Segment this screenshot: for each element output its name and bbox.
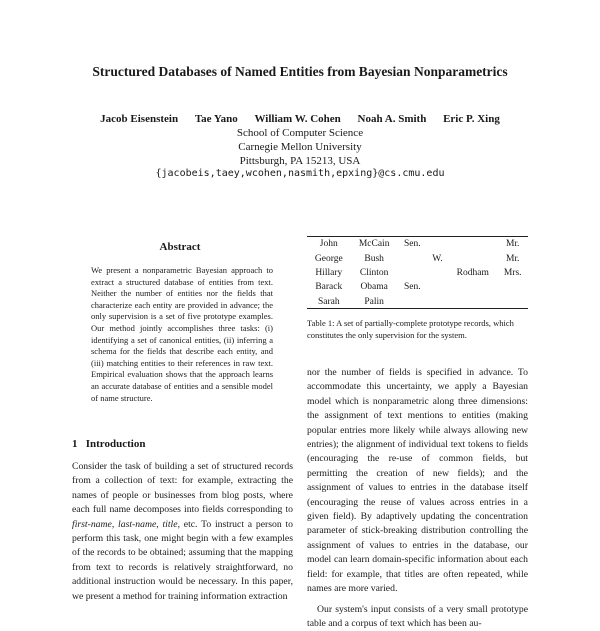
table-cell: George [307,251,351,265]
intro-paragraph [72,460,293,604]
table-cell [448,251,497,265]
table-cell: Mr. [497,237,528,251]
intro-text: , [112,519,118,530]
prototype-table [307,237,528,309]
table-cell: Rodham [448,266,497,280]
author-name: Tae Yano [195,113,238,125]
abstract-body: We present a nonparametric Bayesian approach to extract a structured database of entities from text. Neither the number of entities nor the fields that characterize each entity are provided in advance; the only supervision is a set of five prototype examples. Our method jointly accomplishes three tasks: (i) identifying a set of canonical entities, (ii) inferring a schema for the fields that describe each entity, and (iii) matching entities to their references in raw text. Empirical evaluation shows that the approach learns an accurate database of entities and a sensible model of name structure. [91,265,273,404]
intro-text: Consider the task of building a set of structured records from a collection of text: for example, extracting the names of people or businesses from blog posts, where each full name decomposes into fields corresponding to [72,461,293,515]
table-cell: Barack [307,280,351,294]
table-bottom-rule [307,308,528,309]
affiliation-line: School of Computer Science [0,126,600,140]
table-cell [497,295,528,309]
author-list [0,113,600,125]
table-row [307,280,528,294]
author-emails: {jacobeis,taey,wcohen,nasmith,epxing}@cs.cmu.edu [0,168,600,179]
right-column-text [307,366,528,631]
table-cell [427,266,448,280]
table-cell: W. [427,251,448,265]
field-name: last-name [118,519,156,530]
field-name: title [162,519,177,530]
table-cell: Palin [351,295,398,309]
intro-text: , [156,519,162,530]
table-cell [427,295,448,309]
table-caption: Table 1: A set of partially-complete prototype records, which constitutes the only supervision for the system. [307,318,528,341]
table-cell [448,237,497,251]
body-paragraph: nor the number of fields is specified in advance. To accommodate this uncertainty, we apply a Bayesian model which is nonparametric along three dimensions: the assignment of text mentions to entities (making popular entries more likely while always allowing new entries); the alignment of individual text tokens to fields (encouraging the re-use of common fields, but permitting the creation of new fields); and the assignment of values to entries in the database itself (encouraging the reuse of values across entries in a given field). By adaptively updating the concentration parameter of stick-breaking distribution controlling the assignment of values to entries in the database, our model can learn domain-specific information about each field: for example, that titles are often repeated, while names are more varied. [307,366,528,597]
affiliation-line: Pittsburgh, PA 15213, USA [0,154,600,168]
table-cell [448,280,497,294]
table-cell [398,295,427,309]
table-cell: McCain [351,237,398,251]
table-cell [398,266,427,280]
affiliation-line: Carnegie Mellon University [0,140,600,154]
intro-text: , etc. To instruct a person to perform this task, one might begin with a few examples of the records to be obtained; assuming that the mapping from text to records is relatively straightforward, no additional instruction would be necessary. In this paper, we present a method for training information extraction [72,519,293,602]
table-cell [497,280,528,294]
table-row [307,266,528,280]
table-cell: John [307,237,351,251]
table-cell [427,280,448,294]
table-row [307,251,528,265]
paper-title: Structured Databases of Named Entities from Bayesian Nonparametrics [0,64,600,80]
table-cell: Mr. [497,251,528,265]
author-name: William W. Cohen [255,113,341,125]
author-name: Eric P. Xing [443,113,500,125]
table-cell: Sen. [398,237,427,251]
table-row [307,295,528,309]
table-cell: Sen. [398,280,427,294]
table-cell: Hillary [307,266,351,280]
table-cell [398,251,427,265]
field-name: first-name [72,519,112,530]
table-cell [427,237,448,251]
author-name: Noah A. Smith [358,113,427,125]
table-cell: Sarah [307,295,351,309]
author-name: Jacob Eisenstein [100,113,178,125]
table-cell: Obama [351,280,398,294]
table-cell: Mrs. [497,266,528,280]
table-row [307,237,528,251]
body-paragraph: Our system's input consists of a very small prototype table and a corpus of text which has been au- [307,603,528,631]
table-cell [448,295,497,309]
abstract-heading: Abstract [75,241,285,253]
table-cell: Bush [351,251,398,265]
section-heading: 1 Introduction [72,438,145,450]
table-cell: Clinton [351,266,398,280]
